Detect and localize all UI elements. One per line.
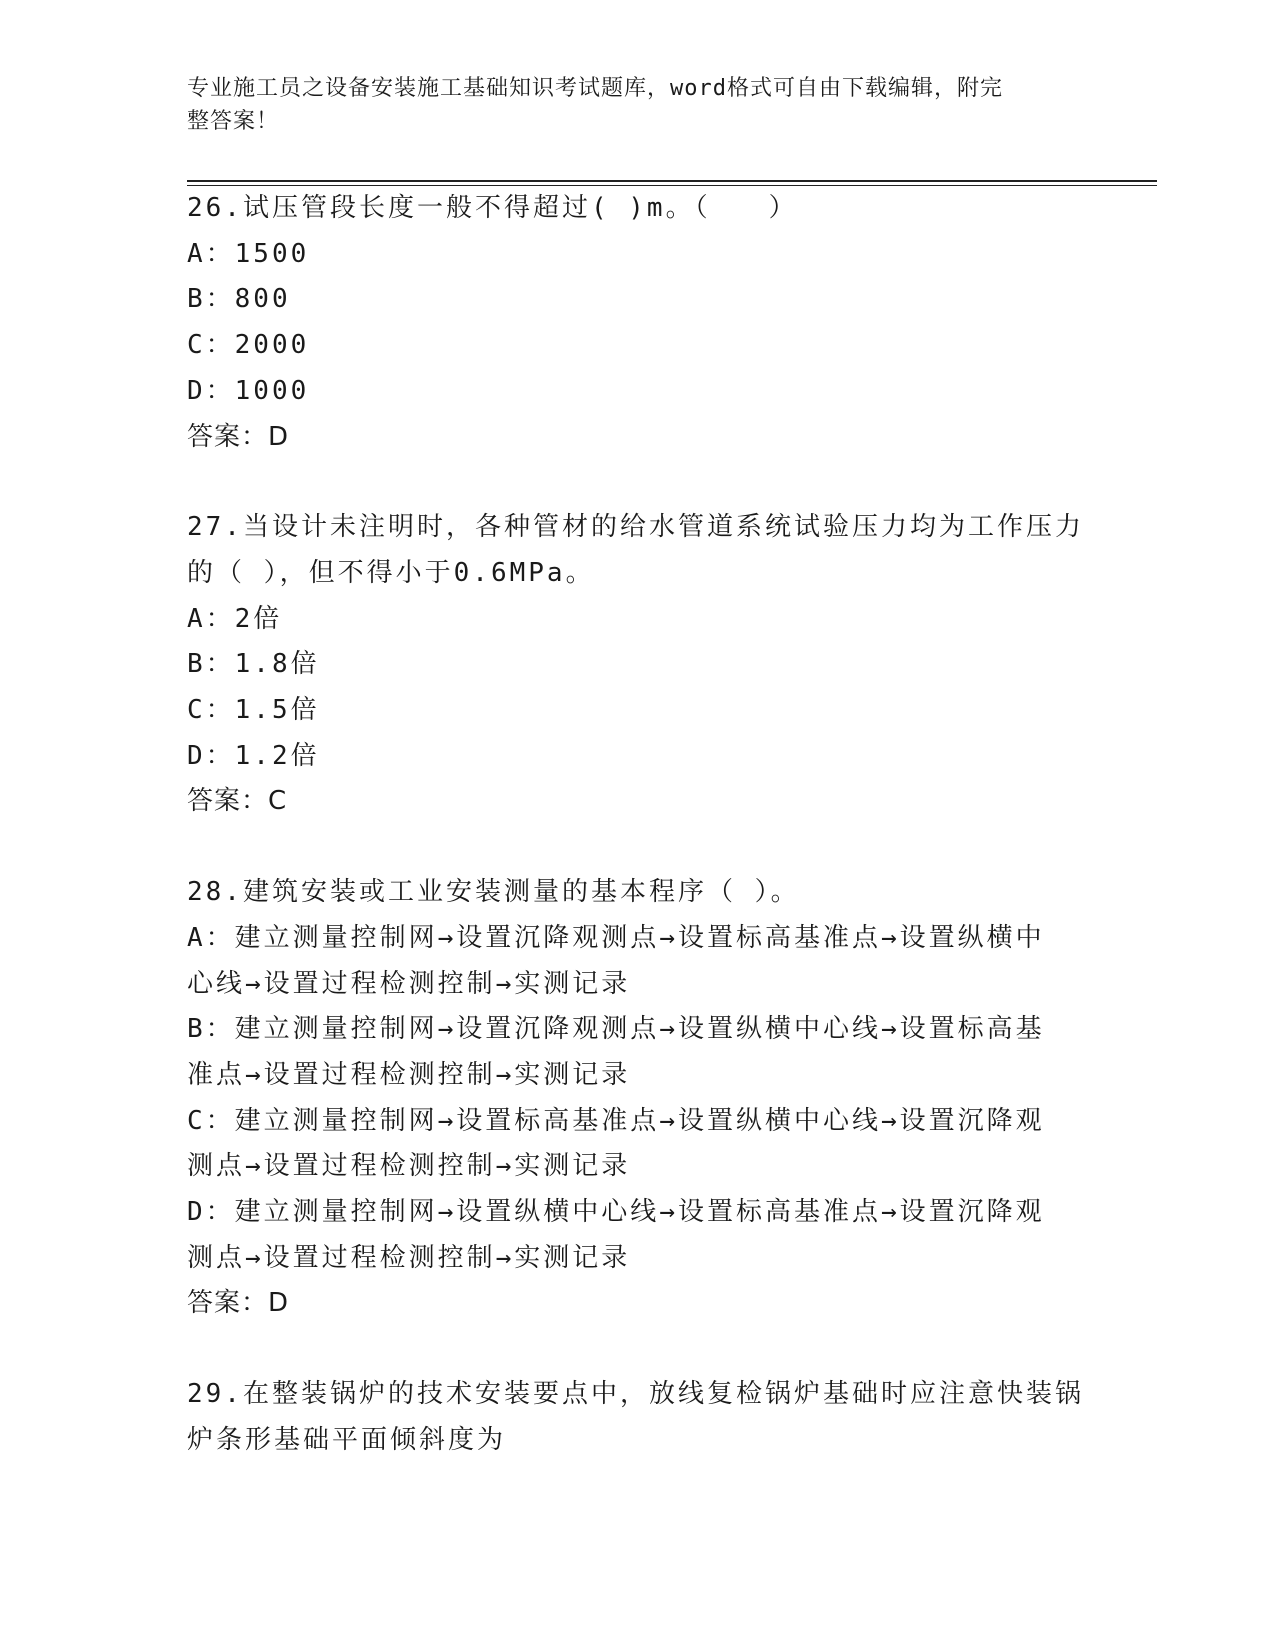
question-block [187, 505, 1087, 825]
answer-option: C：1.5倍 [187, 695, 320, 726]
question-block [187, 186, 1087, 460]
answer-option: 测点→设置过程检测控制→实测记录 [187, 1242, 631, 1273]
answer-option: B：800 [187, 284, 291, 315]
answer-key: 答案：C [187, 786, 288, 817]
header-line-2: 整答案！ [187, 109, 280, 134]
answer-option: D：1000 [187, 375, 310, 406]
answer-option: C：建立测量控制网→设置标高基准点→设置纵横中心线→设置沉降观 [187, 1105, 1045, 1136]
question-stem: 29.在整装锅炉的技术安装要点中，放线复检锅炉基础时应注意快装锅 [187, 1379, 1084, 1410]
document-header [187, 72, 1067, 138]
answer-key: 答案：D [187, 421, 290, 452]
answer-option: C：2000 [187, 330, 310, 361]
question-stem: 的（ ），但不得小于0.6MPa。 [187, 557, 595, 588]
question-stem: 27.当设计未注明时，各种管材的给水管道系统试验压力均为工作压力 [187, 512, 1084, 543]
answer-option: A：建立测量控制网→设置沉降观测点→设置标高基准点→设置纵横中 [187, 922, 1045, 953]
answer-option: 测点→设置过程检测控制→实测记录 [187, 1151, 631, 1182]
answer-option: D：1.2倍 [187, 740, 320, 771]
header-divider-thick [187, 180, 1157, 182]
answer-option: B：建立测量控制网→设置沉降观测点→设置纵横中心线→设置标高基 [187, 1014, 1045, 1045]
answer-option: 心线→设置过程检测控制→实测记录 [187, 968, 631, 999]
answer-key: 答案：D [187, 1288, 290, 1319]
question-list [187, 186, 1087, 1464]
answer-option: D：建立测量控制网→设置纵横中心线→设置标高基准点→设置沉降观 [187, 1197, 1045, 1228]
question-block [187, 870, 1087, 1327]
header-line-1: 专业施工员之设备安装施工基础知识考试题库，word格式可自由下载编辑，附完 [187, 76, 1003, 101]
question-stem: 炉条形基础平面倾斜度为 [187, 1424, 507, 1455]
answer-option: A：1500 [187, 238, 310, 269]
answer-option: 准点→设置过程检测控制→实测记录 [187, 1059, 631, 1090]
answer-option: B：1.8倍 [187, 649, 320, 680]
question-block [187, 1372, 1087, 1463]
question-stem: 26.试压管段长度一般不得超过( )m。（ ） [187, 193, 798, 223]
question-stem: 28.建筑安装或工业安装测量的基本程序（ ）。 [187, 877, 800, 908]
answer-option: A：2倍 [187, 603, 283, 634]
